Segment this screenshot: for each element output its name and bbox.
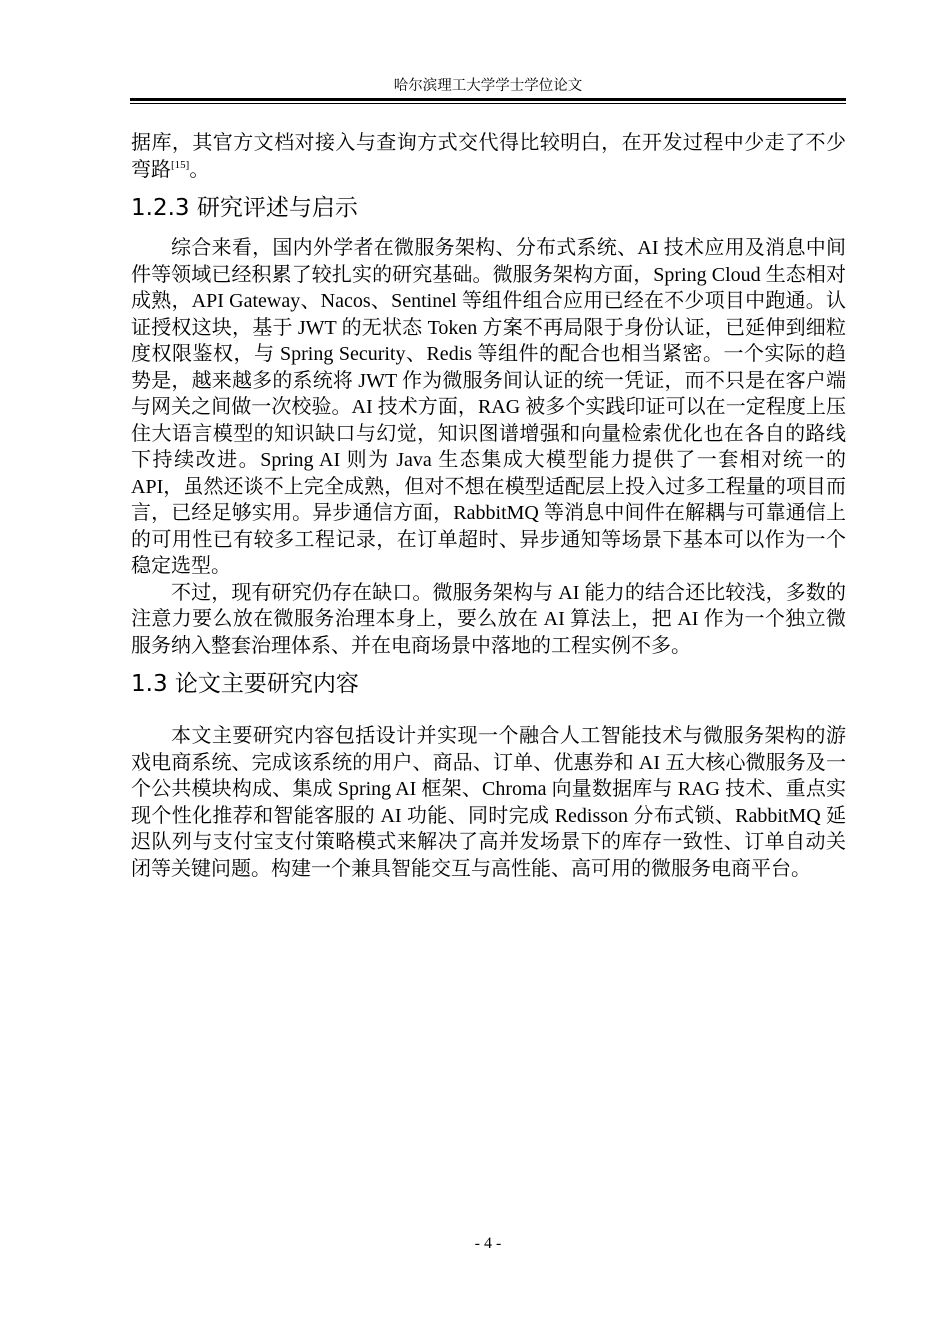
section-heading-1-2-3: 1.2.3 研究评述与启示: [131, 195, 358, 221]
paragraph-main-content: 本文主要研究内容包括设计并实现一个融合人工智能技术与微服务架构的游戏电商系统、完成该系统的用户、商品、订单、优惠券和 AI 五大核心微服务及一个公共模块构成、集成 Spring AI 框架、Chroma 向量数据库与 RAG 技术、重点实现个性化推荐和智能客服的 AI 功能、同时完成 Redisson 分布式锁、RabbitMQ 延迟队列与支付宝支付策略模式来解决了高并发场景下的库存一致性、订单自动关闭等关键问题。构建一个兼具智能交互与高性能、高可用的微服务电商平台。: [131, 725, 846, 880]
header-rule-thin: [130, 103, 846, 104]
header-rule-thick: [130, 98, 846, 101]
body-text: [131, 130, 846, 882]
paragraph-continued-end: 。: [189, 158, 210, 181]
citation-marker: [15]: [171, 158, 190, 171]
section-heading-1-3: 1.3 论文主要研究内容: [131, 671, 359, 697]
paragraph-review-2: 不过，现有研究仍存在缺口。微服务架构与 AI 能力的结合还比较浅，多数的注意力要么放在微服务治理本身上，要么放在 AI 算法上，把 AI 作为一个独立微服务纳入整套治理体系、并在电商场景中落地的工程实例不多。: [131, 581, 846, 657]
paragraph-continued-text: 据库，其官方文档对接入与查询方式交代得比较明白，在开发过程中少走了不少弯路: [131, 132, 846, 181]
paragraph-continued: [131, 130, 846, 183]
paragraph-review-1: 综合来看，国内外学者在微服务架构、分布式系统、AI 技术应用及消息中间件等领域已经积累了较扎实的研究基础。微服务架构方面，Spring Cloud 生态相对成熟，API Gateway、Nacos、Sentinel 等组件组合应用已经在不少项目中跑通。认证授权这块，基于 JWT 的无状态 Token 方案不再局限于身份认证，已延伸到细粒度权限鉴权，与 Spring Security、Redis 等组件的配合也相当紧密。一个实际的趋势是，越来越多的系统将 JWT 作为微服务间认证的统一凭证，而不只是在客户端与网关之间做一次校验。AI 技术方面，RAG 被多个实践印证可以在一定程度上压住大语言模型的知识缺口与幻觉，知识图谱增强和向量检索优化也在各自的路线下持续改进。Spring AI 则为 Java 生态集成大模型能力提供了一套相对统一的 API，虽然还谈不上完全成熟，但对不想在模型适配层上投入过多工程量的项目而言，已经足够实用。异步通信方面，RabbitMQ 等消息中间件在解耦与可靠通信上的可用性已有较多工程记录，在订单超时、异步通知等场景下基本可以作为一个稳定选型。: [131, 237, 846, 577]
page-number: - 4 -: [474, 1235, 502, 1252]
running-header: 哈尔滨理工大学学士学位论文: [393, 78, 583, 94]
